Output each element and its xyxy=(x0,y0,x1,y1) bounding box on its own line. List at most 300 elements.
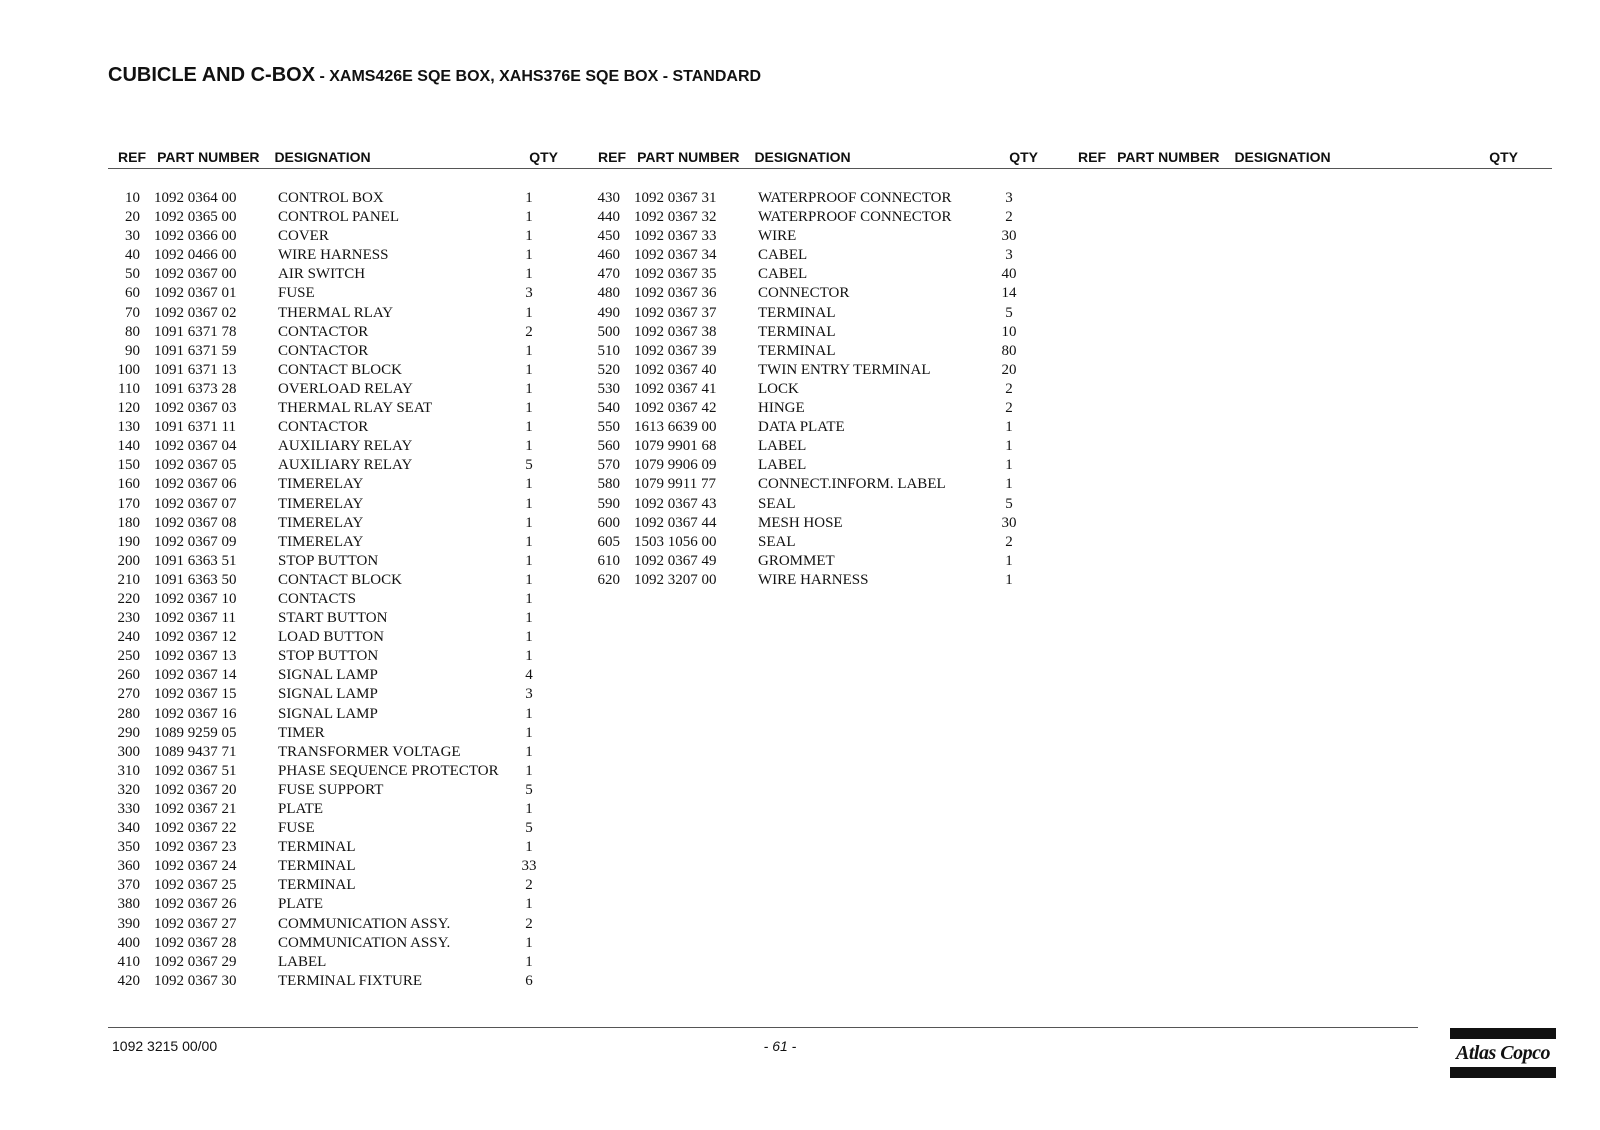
part-ref: 400 xyxy=(117,934,140,951)
table-row xyxy=(588,342,1034,361)
part-qty: 1 xyxy=(525,247,533,264)
part-ref: 560 xyxy=(597,438,620,455)
part-ref: 380 xyxy=(117,896,140,913)
part-number: 1092 0367 02 xyxy=(154,304,237,321)
part-designation: SIGNAL LAMP xyxy=(278,686,378,703)
part-designation: THERMAL RLAY xyxy=(278,304,394,321)
part-designation: CONTACT BLOCK xyxy=(278,361,402,378)
table-row xyxy=(108,495,554,514)
part-ref: 390 xyxy=(117,915,140,932)
table-row xyxy=(108,189,554,208)
part-number: 1092 0367 05 xyxy=(154,457,237,474)
part-ref: 110 xyxy=(118,380,140,397)
part-ref: 360 xyxy=(117,858,140,875)
part-number: 1091 6371 13 xyxy=(154,361,237,378)
part-qty: 1 xyxy=(525,953,533,970)
part-ref: 260 xyxy=(117,667,140,684)
part-designation: LABEL xyxy=(758,457,807,474)
part-number: 1092 0367 09 xyxy=(154,533,237,550)
part-designation: FUSE xyxy=(278,820,315,837)
part-qty: 1 xyxy=(1005,476,1013,493)
part-qty: 3 xyxy=(525,285,533,302)
part-ref: 160 xyxy=(117,476,140,493)
part-number: 1092 0367 01 xyxy=(154,285,237,302)
part-number: 1092 0367 43 xyxy=(634,495,717,512)
part-qty: 1 xyxy=(525,228,533,245)
part-number: 1092 0367 23 xyxy=(154,839,237,856)
part-designation: WIRE HARNESS xyxy=(758,571,869,588)
part-qty: 1 xyxy=(525,209,533,226)
part-qty: 2 xyxy=(1005,209,1013,226)
part-number: 1089 9437 71 xyxy=(154,743,237,760)
part-number: 1092 0367 33 xyxy=(634,228,717,245)
part-ref: 510 xyxy=(597,342,620,359)
part-qty: 80 xyxy=(1001,342,1017,359)
title-main: CUBICLE AND C-BOX xyxy=(108,64,316,86)
part-qty: 1 xyxy=(525,629,533,646)
part-ref: 150 xyxy=(117,457,140,474)
table-row xyxy=(108,972,554,991)
part-qty: 4 xyxy=(525,667,533,684)
part-designation: THERMAL RLAY SEAT xyxy=(278,400,433,417)
part-designation: SIGNAL LAMP xyxy=(278,667,378,684)
part-number: 1092 0367 27 xyxy=(154,915,237,932)
part-qty: 2 xyxy=(1005,533,1013,550)
part-ref: 80 xyxy=(125,323,140,340)
part-qty: 1 xyxy=(525,476,533,493)
table-row xyxy=(588,265,1034,284)
part-qty: 1 xyxy=(525,342,533,359)
part-qty: 1 xyxy=(1005,457,1013,474)
col-header-ref: REF xyxy=(598,149,626,165)
table-row xyxy=(588,571,1034,590)
part-designation: MESH HOSE xyxy=(758,514,843,531)
table-row xyxy=(588,514,1034,533)
part-designation: TERMINAL xyxy=(758,342,836,359)
table-row xyxy=(108,475,554,494)
part-qty: 5 xyxy=(525,457,533,474)
part-designation: LOCK xyxy=(758,380,799,397)
part-ref: 430 xyxy=(597,190,620,206)
document-number: 1092 3215 00/00 xyxy=(112,1038,218,1054)
part-designation: CONTACT BLOCK xyxy=(278,571,402,588)
parts-list-column-2 xyxy=(588,189,1034,590)
table-row xyxy=(108,590,554,609)
part-ref: 90 xyxy=(125,342,140,359)
part-ref: 570 xyxy=(597,457,620,474)
table-row xyxy=(108,552,554,571)
part-qty: 10 xyxy=(1001,323,1017,340)
table-row xyxy=(588,361,1034,380)
table-row xyxy=(588,284,1034,303)
part-number: 1092 0367 35 xyxy=(634,266,717,283)
part-ref: 30 xyxy=(125,228,140,245)
logo-bar-top xyxy=(1450,1028,1556,1039)
part-designation: SEAL xyxy=(758,533,796,550)
part-qty: 2 xyxy=(1005,380,1013,397)
table-row xyxy=(108,895,554,914)
part-designation: PLATE xyxy=(278,801,323,817)
part-ref: 20 xyxy=(125,209,140,226)
part-ref: 230 xyxy=(117,610,140,627)
part-ref: 50 xyxy=(125,266,140,283)
parts-list-column-1 xyxy=(108,189,554,991)
part-designation: TERMINAL FIXTURE xyxy=(278,972,423,989)
part-qty: 1 xyxy=(525,495,533,512)
part-number: 1092 0367 06 xyxy=(154,476,237,493)
part-number: 1503 1056 00 xyxy=(634,533,717,550)
part-qty: 5 xyxy=(525,781,533,798)
part-designation: SIGNAL LAMP xyxy=(278,705,378,722)
part-ref: 590 xyxy=(597,495,620,512)
part-qty: 1 xyxy=(525,648,533,665)
part-number: 1092 0367 10 xyxy=(154,590,237,607)
part-ref: 300 xyxy=(117,743,140,760)
part-number: 1091 6371 78 xyxy=(154,323,237,340)
part-number: 1092 0367 40 xyxy=(634,361,717,378)
part-designation: LABEL xyxy=(278,953,327,970)
part-number: 1092 0367 25 xyxy=(154,877,237,894)
part-ref: 530 xyxy=(597,380,620,397)
part-designation: START BUTTON xyxy=(278,610,388,627)
part-number: 1092 3207 00 xyxy=(634,571,717,588)
part-ref: 140 xyxy=(117,438,140,455)
part-designation: GROMMET xyxy=(758,552,835,569)
part-ref: 40 xyxy=(125,247,140,264)
table-row xyxy=(108,418,554,437)
part-number: 1092 0367 32 xyxy=(634,209,717,226)
part-number: 1091 6371 11 xyxy=(154,419,236,436)
col-header-designation: DESIGNATION xyxy=(754,149,851,165)
part-qty: 14 xyxy=(1001,285,1017,302)
part-designation: HINGE xyxy=(758,400,805,417)
part-ref: 240 xyxy=(117,629,140,646)
part-designation: STOP BUTTON xyxy=(278,648,379,665)
table-row xyxy=(108,876,554,895)
logo-wordmark: Atlas Copco xyxy=(1456,1042,1550,1064)
part-designation: TIMERELAY xyxy=(278,533,364,550)
part-number: 1092 0367 44 xyxy=(634,514,717,531)
table-row xyxy=(588,246,1034,265)
header-divider xyxy=(108,168,1552,169)
part-ref: 370 xyxy=(117,877,140,894)
table-row xyxy=(108,361,554,380)
part-ref: 500 xyxy=(597,323,620,340)
part-qty: 5 xyxy=(1005,495,1013,512)
part-number: 1092 0367 15 xyxy=(154,686,237,703)
page-title xyxy=(108,52,761,89)
part-ref: 10 xyxy=(125,190,140,206)
part-number: 1092 0367 12 xyxy=(154,629,237,646)
part-designation: CONTACTS xyxy=(278,590,356,607)
column-header-group-1 xyxy=(108,148,558,166)
table-row xyxy=(108,265,554,284)
table-row xyxy=(108,227,554,246)
part-number: 1092 0364 00 xyxy=(154,190,237,206)
part-ref: 600 xyxy=(597,514,620,531)
table-row xyxy=(588,495,1034,514)
part-designation: TRANSFORMER VOLTAGE xyxy=(278,743,461,760)
part-number: 1092 0367 51 xyxy=(154,762,237,779)
part-ref: 290 xyxy=(117,724,140,741)
part-ref: 180 xyxy=(117,514,140,531)
table-row xyxy=(588,437,1034,456)
table-row xyxy=(108,800,554,819)
part-qty: 20 xyxy=(1001,361,1017,378)
part-designation: TIMERELAY xyxy=(278,514,364,531)
part-qty: 1 xyxy=(525,190,533,206)
part-designation: CABEL xyxy=(758,266,808,283)
part-qty: 1 xyxy=(525,724,533,741)
part-number: 1092 0367 20 xyxy=(154,781,237,798)
table-row xyxy=(108,609,554,628)
part-qty: 30 xyxy=(1001,228,1017,245)
table-row xyxy=(108,208,554,227)
part-designation: TERMINAL xyxy=(758,323,836,340)
part-number: 1092 0366 00 xyxy=(154,228,237,245)
table-row xyxy=(588,456,1034,475)
table-row xyxy=(588,418,1034,437)
table-row xyxy=(108,284,554,303)
part-number: 1092 0367 04 xyxy=(154,438,237,455)
part-designation: WIRE HARNESS xyxy=(278,247,389,264)
part-ref: 605 xyxy=(597,533,620,550)
part-ref: 350 xyxy=(117,839,140,856)
part-qty: 1 xyxy=(525,514,533,531)
part-qty: 2 xyxy=(525,877,533,894)
part-designation: STOP BUTTON xyxy=(278,552,379,569)
part-number: 1092 0367 22 xyxy=(154,820,237,837)
table-row xyxy=(108,304,554,323)
table-row xyxy=(108,246,554,265)
part-number: 1092 0367 42 xyxy=(634,400,717,417)
page-number: - 61 - xyxy=(763,1038,797,1054)
col-header-part-number: PART NUMBER xyxy=(1117,149,1220,165)
part-number: 1092 0367 31 xyxy=(634,190,717,206)
part-number: 1092 0367 00 xyxy=(154,266,237,283)
part-number: 1092 0367 30 xyxy=(154,972,237,989)
atlas-copco-logo xyxy=(1450,1028,1556,1078)
part-qty: 1 xyxy=(525,380,533,397)
part-ref: 540 xyxy=(597,400,620,417)
part-designation: COVER xyxy=(278,228,329,245)
part-designation: WIRE xyxy=(758,228,797,245)
table-row xyxy=(108,399,554,418)
part-qty: 1 xyxy=(1005,552,1013,569)
part-ref: 520 xyxy=(597,361,620,378)
part-ref: 480 xyxy=(597,285,620,302)
part-qty: 1 xyxy=(525,438,533,455)
table-row xyxy=(588,552,1034,571)
table-row xyxy=(588,304,1034,323)
part-qty: 1 xyxy=(1005,571,1013,588)
part-ref: 200 xyxy=(117,552,140,569)
part-ref: 610 xyxy=(597,552,620,569)
part-qty: 3 xyxy=(525,686,533,703)
table-row xyxy=(108,342,554,361)
part-ref: 440 xyxy=(597,209,620,226)
part-number: 1092 0367 41 xyxy=(634,380,717,397)
table-row xyxy=(588,227,1034,246)
part-qty: 5 xyxy=(1005,304,1013,321)
part-ref: 170 xyxy=(117,495,140,512)
part-ref: 410 xyxy=(117,953,140,970)
part-ref: 250 xyxy=(117,648,140,665)
part-qty: 1 xyxy=(525,304,533,321)
part-qty: 33 xyxy=(521,858,537,875)
table-row xyxy=(108,571,554,590)
part-number: 1092 0367 49 xyxy=(634,552,717,569)
table-row xyxy=(588,475,1034,494)
part-number: 1092 0367 11 xyxy=(154,610,236,627)
part-number: 1092 0367 24 xyxy=(154,858,237,875)
part-ref: 450 xyxy=(597,228,620,245)
table-row xyxy=(108,323,554,342)
part-qty: 40 xyxy=(1001,266,1017,283)
part-designation: WATERPROOF CONNECTOR xyxy=(758,209,952,226)
part-designation: PLATE xyxy=(278,896,323,913)
part-qty: 2 xyxy=(525,323,533,340)
part-number: 1079 9911 77 xyxy=(634,476,716,493)
part-designation: DATA PLATE xyxy=(758,419,845,436)
part-number: 1092 0367 26 xyxy=(154,896,237,913)
part-number: 1092 0367 08 xyxy=(154,514,237,531)
part-designation: CONTACTOR xyxy=(278,323,369,340)
part-qty: 1 xyxy=(525,533,533,550)
col-header-designation: DESIGNATION xyxy=(1234,149,1331,165)
part-qty: 1 xyxy=(525,801,533,817)
part-ref: 470 xyxy=(597,266,620,283)
part-ref: 310 xyxy=(117,762,140,779)
part-qty: 1 xyxy=(525,571,533,588)
part-designation: TERMINAL xyxy=(278,858,356,875)
part-qty: 3 xyxy=(1005,247,1013,264)
part-number: 1089 9259 05 xyxy=(154,724,237,741)
table-row xyxy=(588,380,1034,399)
part-qty: 3 xyxy=(1005,190,1013,206)
part-ref: 190 xyxy=(117,533,140,550)
part-number: 1092 0367 16 xyxy=(154,705,237,722)
part-ref: 620 xyxy=(597,571,620,588)
col-header-qty: QTY xyxy=(529,149,558,165)
part-number: 1092 0367 07 xyxy=(154,495,237,512)
part-qty: 1 xyxy=(1005,419,1013,436)
table-row xyxy=(108,819,554,838)
table-row xyxy=(108,437,554,456)
part-qty: 1 xyxy=(525,839,533,856)
part-designation: FUSE xyxy=(278,285,315,302)
logo-bar-bottom xyxy=(1450,1067,1556,1078)
column-header-group-3 xyxy=(1068,148,1518,166)
part-designation: WATERPROOF CONNECTOR xyxy=(758,190,952,206)
part-number: 1092 0367 14 xyxy=(154,667,237,684)
col-header-part-number: PART NUMBER xyxy=(637,149,740,165)
col-header-qty: QTY xyxy=(1489,149,1518,165)
part-designation: AUXILIARY RELAY xyxy=(278,457,413,474)
part-number: 1079 9906 09 xyxy=(634,457,717,474)
part-number: 1092 0367 28 xyxy=(154,934,237,951)
part-designation: CONNECTOR xyxy=(758,285,850,302)
part-ref: 340 xyxy=(117,820,140,837)
table-row xyxy=(108,953,554,972)
part-designation: CONTROL BOX xyxy=(278,190,384,206)
part-qty: 2 xyxy=(525,915,533,932)
part-ref: 130 xyxy=(117,419,140,436)
part-designation: OVERLOAD RELAY xyxy=(278,380,413,397)
column-header-group-2 xyxy=(588,148,1038,166)
table-row xyxy=(108,915,554,934)
part-qty: 1 xyxy=(525,419,533,436)
part-ref: 60 xyxy=(125,285,140,302)
table-row xyxy=(108,456,554,475)
part-designation: AUXILIARY RELAY xyxy=(278,438,413,455)
part-qty: 1 xyxy=(1005,438,1013,455)
part-qty: 5 xyxy=(525,820,533,837)
part-qty: 1 xyxy=(525,552,533,569)
part-number: 1092 0367 34 xyxy=(634,247,717,264)
part-designation: FUSE SUPPORT xyxy=(278,781,384,798)
part-designation: COMMUNICATION ASSY. xyxy=(278,915,451,932)
part-number: 1613 6639 00 xyxy=(634,419,717,436)
part-qty: 2 xyxy=(1005,400,1013,417)
part-qty: 1 xyxy=(525,590,533,607)
table-row xyxy=(108,514,554,533)
part-designation: COMMUNICATION ASSY. xyxy=(278,934,451,951)
table-row xyxy=(108,533,554,552)
part-number: 1091 6371 59 xyxy=(154,342,237,359)
part-ref: 460 xyxy=(597,247,620,264)
part-designation: TIMER xyxy=(278,724,325,741)
title-subtitle: - XAMS426E SQE BOX, XAHS376E SQE BOX - STANDARD xyxy=(315,68,762,85)
part-designation: CABEL xyxy=(758,247,808,264)
table-row xyxy=(108,934,554,953)
part-designation: TWIN ENTRY TERMINAL xyxy=(758,361,931,378)
part-qty: 1 xyxy=(525,361,533,378)
part-ref: 420 xyxy=(117,972,140,989)
part-number: 1092 0367 13 xyxy=(154,648,237,665)
part-qty: 1 xyxy=(525,934,533,951)
part-designation: TIMERELAY xyxy=(278,495,364,512)
part-ref: 100 xyxy=(117,361,140,378)
table-row xyxy=(108,743,554,762)
table-row xyxy=(108,647,554,666)
table-row xyxy=(108,762,554,781)
part-qty: 6 xyxy=(525,972,533,989)
part-qty: 30 xyxy=(1001,514,1017,531)
footer-divider xyxy=(108,1027,1418,1028)
part-designation: CONTACTOR xyxy=(278,419,369,436)
part-designation: PHASE SEQUENCE PROTECTOR xyxy=(278,762,499,779)
table-row xyxy=(108,857,554,876)
part-designation: CONNECT.INFORM. LABEL xyxy=(758,476,946,493)
part-ref: 490 xyxy=(597,304,620,321)
part-qty: 1 xyxy=(525,896,533,913)
part-number: 1091 6373 28 xyxy=(154,380,237,397)
part-ref: 320 xyxy=(117,781,140,798)
part-number: 1091 6363 50 xyxy=(154,571,237,588)
table-row xyxy=(108,705,554,724)
col-header-ref: REF xyxy=(118,149,146,165)
part-number: 1092 0367 39 xyxy=(634,342,717,359)
table-row xyxy=(108,838,554,857)
col-header-designation: DESIGNATION xyxy=(274,149,371,165)
table-row xyxy=(588,399,1034,418)
col-header-qty: QTY xyxy=(1009,149,1038,165)
table-row xyxy=(588,533,1034,552)
part-ref: 550 xyxy=(597,419,620,436)
part-qty: 1 xyxy=(525,266,533,283)
part-number: 1092 0466 00 xyxy=(154,247,237,264)
